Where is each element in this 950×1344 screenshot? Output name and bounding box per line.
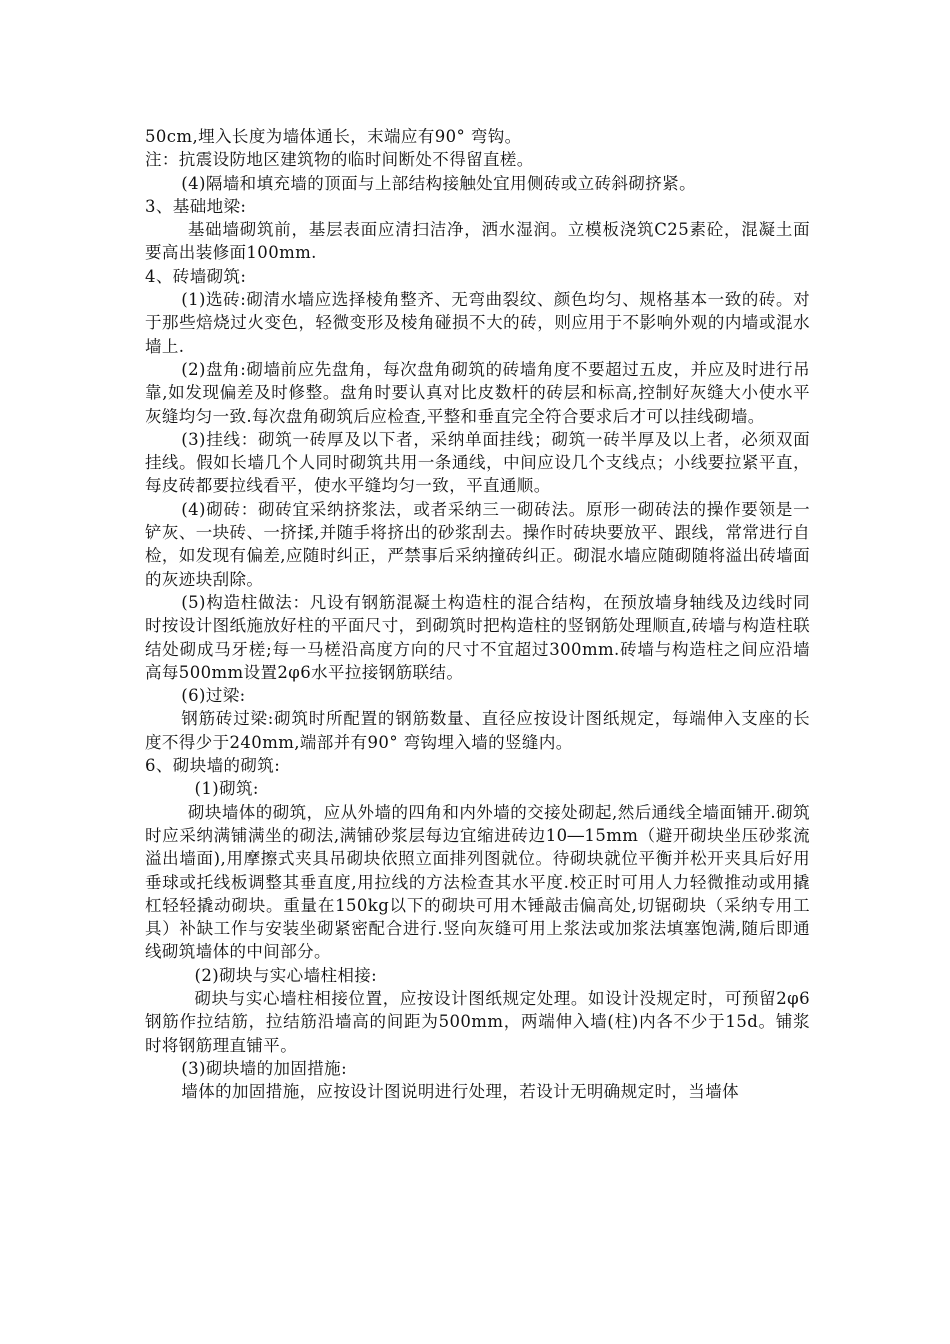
paragraph-corner-laying: (2)盘角:砌墙前应先盘角，每次盘角砌筑的砖墙角度不要超过五皮，并应及时进行吊靠,如发现偏差及时修整。盘角时要认真对比皮数杆的砖层和标高,控制好灰缝大小使水平灰缝均匀一致.每次盘角砌筑后应检查,平整和垂直完全符合要求后才可以挂线砌墙。 xyxy=(145,359,810,426)
paragraph-block-column-heading: (2)砌块与实心墙柱相接: xyxy=(194,965,378,985)
paragraph-foundation: 基础墙砌筑前，基层表面应清扫洁净，洒水湿润。立模板浇筑C25素砼，混凝土面要高出装修面100mm. xyxy=(145,220,810,263)
paragraph-item-4: (4)隔墙和填充墙的顶面与上部结构接触处宜用侧砖或立砖斜砌挤紧。 xyxy=(181,173,696,193)
paragraph-string-line: (3)挂线：砌筑一砖厚及以下者，采纳单面挂线；砌筑一砖半厚及以上者，必须双面挂线。假如长墙几个人同时砌筑共用一条通线，中间应设几个支线点；小线要拉紧平直，每皮砖都要拉线看平，使水平缝均匀一致，平直通顺。 xyxy=(145,429,810,496)
paragraph-1: 50cm,埋入长度为墙体通长，末端应有90° 弯钩。 xyxy=(145,127,522,146)
paragraph-constructional-column: (5)构造柱做法：凡设有钢筋混凝土构造柱的混合结构，在预放墙身轴线及边线时同时按设计图纸施放好柱的平面尺寸，到砌筑时把构造柱的竖钢筋处理顺直,砖墙与构造柱联结处砌成马牙槎;每一马槎沿高度方向的尺寸不宜超过300mm.砖墙与构造柱之间应沿墙高每500mm设置2φ6水平拉接钢筋联结。 xyxy=(145,592,810,682)
paragraph-laying-heading: (1)砌筑: xyxy=(194,779,259,799)
document-body xyxy=(145,125,810,1103)
paragraph-block-laying: 砌块墙体的砌筑，应从外墙的四角和内外墙的交接处砌起,然后通线全墙面铺开.砌筑时应采纳满铺满坐的砌法,满铺砂浆层每边宜缩进砖边10―15mm（避开砌块坐压砂浆流溢出墙面),用摩擦式夹具吊砌块依照立面排列图就位。待砌块就位平衡并松开夹具后好用垂球或托线板调整其垂直度,用拉线的方法检查其水平度.校正时可用人力轻微推动或用撬杠轻轻撬动砌块。重量在150kg以下的砌块可用木锤敲击偏高处,切锯砌块（采纳专用工具）补缺工作与安装坐砌紧密配合进行.竖向灰缝可用上浆法或加浆法填塞饱满,随后即通线砌筑墙体的中间部分。 xyxy=(145,802,810,962)
paragraph-reinforcement-heading: (3)砌块墙的加固措施: xyxy=(181,1058,348,1078)
section-heading-3: 3、基础地梁: xyxy=(145,196,247,216)
section-heading-6: 6、砌块墙的砌筑: xyxy=(145,756,281,776)
paragraph-lintel: 钢筋砖过梁:砌筑时所配置的钢筋数量、直径应按设计图纸规定，每端伸入支座的长度不得少于240mm,端部并有90° 弯钩埋入墙的竖缝内。 xyxy=(145,709,810,752)
paragraph-reinforcement: 墙体的加固措施，应按设计图说明进行处理，若设计无明确规定时，当墙体 xyxy=(181,1082,739,1102)
paragraph-brick-selection: (1)选砖:砌清水墙应选择棱角整齐、无弯曲裂纹、颜色均匀、规格基本一致的砖。对于那些焙烧过火变色，轻微变形及棱角碰损不大的砖，则应用于不影响外观的内墙或混水墙上. xyxy=(145,290,810,356)
section-heading-4: 4、砖墙砌筑: xyxy=(145,266,247,286)
paragraph-block-column: 砌块与实心墙柱相接位置，应按设计图纸规定处理。如设计没规定时，可预留2φ6钢筋作拉结筋，拉结筋沿墙高的间距为500mm，两端伸入墙(柱)内各不少于15d。铺浆时将钢筋理直铺平。 xyxy=(145,988,810,1055)
paragraph-lintel-heading: (6)过梁: xyxy=(181,686,246,706)
note-paragraph: 注：抗震设防地区建筑物的临时间断处不得留直槎。 xyxy=(145,150,534,170)
paragraph-brick-laying: (4)砌砖：砌砖宜采纳挤浆法，或者采纳三一砌砖法。原形一砌砖法的操作要领是一铲灰、一块砖、一挤揉,并随手将挤出的砂浆刮去。操作时砖块要放平、跟线，常常进行自检，如发现有偏差,应随时纠正，严禁事后采纳撞砖纠正。砌混水墙应随砌随将溢出砖墙面的灰迹块刮除。 xyxy=(145,499,810,589)
